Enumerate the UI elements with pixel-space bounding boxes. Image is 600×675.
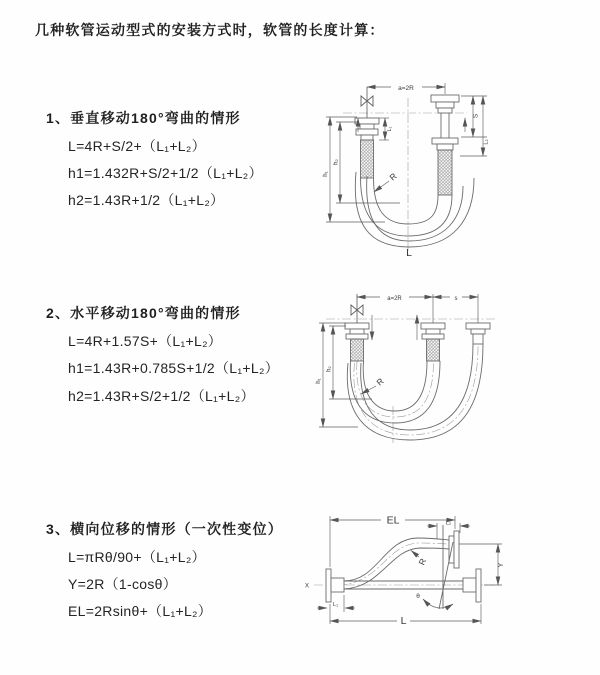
dim-label-end1: L₁ [387, 126, 393, 132]
dim-label-end2: L₂ [445, 520, 452, 527]
dim-label-span: a=2R [387, 296, 402, 302]
dim-label-height2: h₂ [326, 366, 333, 372]
dim-label-length: L [400, 615, 407, 627]
dim-label-radius: R [387, 170, 399, 183]
dim-label-offset: Y [498, 562, 505, 568]
hose-and-fittings [326, 525, 481, 609]
section-1-formula-L: L=4R+S/2+（L₁+L₂） [68, 138, 206, 154]
diagram-horizontal-180-bend [310, 283, 595, 458]
section-1-formula-h2: h2=1.43R+1/2（L₁+L₂） [68, 192, 225, 208]
section-2-heading: 2、水平移动180°弯曲的情形 [46, 305, 241, 321]
section-2-formula-L: L=4R+1.57S+（L₁+L₂） [68, 333, 223, 349]
section-1-heading: 1、垂直移动180°弯曲的情形 [46, 110, 241, 126]
dim-label-angle: θ [416, 593, 420, 600]
page-title: 几种软管运动型式的安装方式时，软管的长度计算： [35, 22, 385, 38]
dim-label-radius: R [416, 556, 429, 567]
dim-label-stroke: S [472, 113, 480, 119]
dim-label-end1: L₁ [333, 602, 338, 608]
section-3-formula-EL: EL=2Rsinθ+（L₁+L₂） [68, 603, 213, 619]
dim-label-radius: R [374, 375, 386, 388]
dim-label-length: L [406, 247, 412, 259]
dimensions [305, 514, 505, 628]
diagram-lateral-displacement [298, 505, 593, 645]
dimensions [323, 83, 490, 260]
dim-label-span: EL [386, 514, 400, 527]
section-2-formula-h2: h2=1.43R+S/2+1/2（L₁+L₂） [68, 388, 255, 404]
dim-label-height1: h₁ [316, 378, 322, 384]
hose-and-fittings [345, 294, 490, 440]
dim-label-stroke: s [454, 296, 458, 302]
dim-label-span: a=2R [398, 85, 414, 92]
hose-and-fittings [355, 87, 474, 247]
section-3-formula-L: L=πRθ/90+（L₁+L₂） [68, 549, 206, 565]
dimensions [316, 293, 478, 428]
dim-label-end2: L₂ [483, 139, 490, 145]
section-3-formula-Y: Y=2R（1-cosθ） [68, 576, 178, 592]
axis-marker-label: X [304, 583, 310, 590]
section-2-formula-h1: h1=1.43R+0.785S+1/2（L₁+L₂） [68, 360, 279, 376]
dim-label-height2: h₂ [333, 159, 340, 165]
dim-label-height1: h₁ [323, 171, 329, 177]
section-3-heading: 3、横向位移的情形（一次性变位） [46, 521, 283, 537]
diagram-vertical-180-bend [315, 70, 580, 265]
section-1-formula-h1: h1=1.432R+S/2+1/2（L₁+L₂） [68, 165, 263, 181]
